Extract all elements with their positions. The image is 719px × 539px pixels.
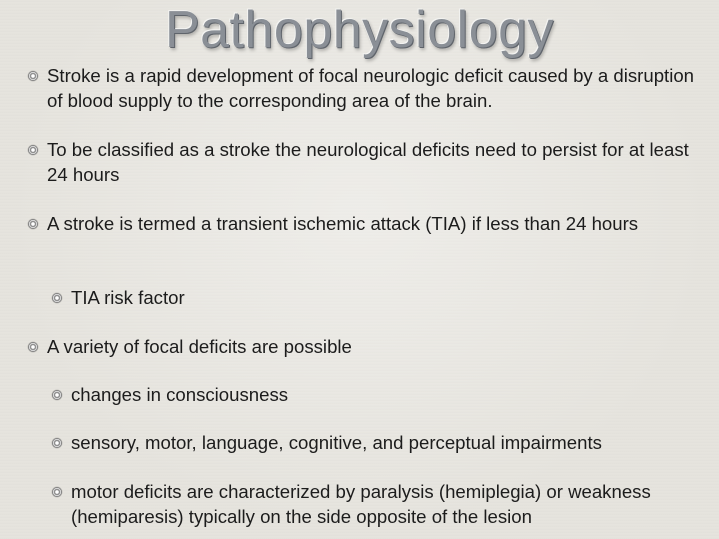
bullet-icon xyxy=(28,71,38,81)
bullet-text: changes in consciousness xyxy=(71,384,289,405)
bullet-text: To be classified as a stroke the neurological deficits need to persist for at least 24 hours xyxy=(47,139,689,185)
bullet-icon xyxy=(52,293,62,303)
bullet-icon xyxy=(52,390,62,400)
bullet-text: motor deficits are characterized by paralysis (hemiplegia) or weakness (hemiparesis) typically on the side opposite of the lesion xyxy=(71,481,651,527)
bullet-text: A stroke is termed a transient ischemic attack (TIA) if less than 24 hours xyxy=(47,213,639,234)
bullet-icon xyxy=(52,487,62,497)
slide-title: Pathophysiology xyxy=(164,1,555,59)
bullet-text: sensory, motor, language, cognitive, and perceptual impairments xyxy=(71,432,602,453)
bullet-icon xyxy=(28,342,38,352)
bullet-icon xyxy=(28,145,38,155)
bullet-text: A variety of focal deficits are possible xyxy=(47,336,352,357)
bullet-text: Stroke is a rapid development of focal neurologic deficit caused by a disruption of blood supply to the corresponding area of the brain. xyxy=(47,65,695,111)
bullet-text: TIA risk factor xyxy=(71,287,185,308)
bullet-icon xyxy=(28,219,38,229)
bullet-icon xyxy=(52,438,62,448)
